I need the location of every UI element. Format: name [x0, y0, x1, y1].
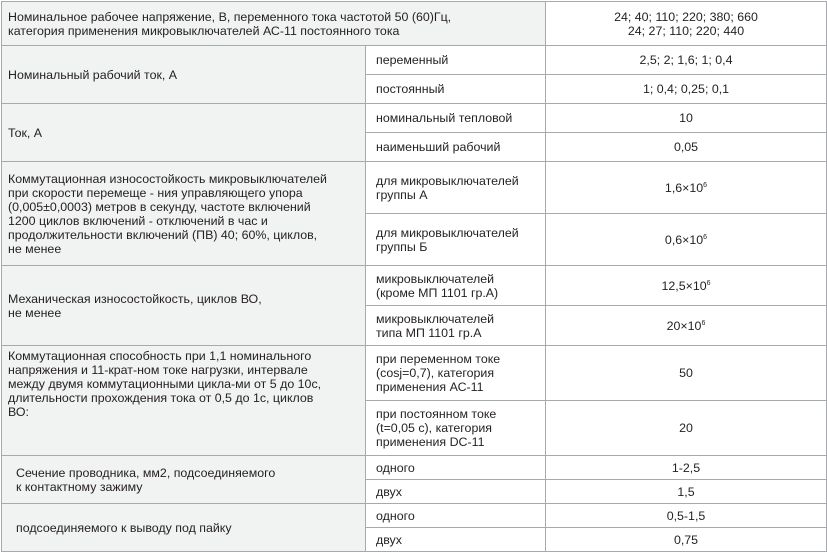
- row-sublabel: постоянный: [366, 75, 546, 104]
- row-sublabel: номинальный тепловой: [366, 104, 546, 133]
- row-value: 1-2,5: [546, 456, 827, 480]
- row-value: 1; 0,4; 0,25; 0,1: [546, 75, 827, 104]
- voltage-label: Номинальное рабочее напряжение, В, переменного тока частотой 50 (60)Гц, категория применения микровыключателей АС-11 постоянного тока: [2, 2, 546, 46]
- value-mantissa: 20×10: [666, 319, 702, 334]
- value-exponent: 6: [701, 320, 706, 328]
- mechanical-wear-label: Механическая износостойкость, циклов ВО, не менее: [2, 266, 366, 346]
- row-value: 0,75: [546, 528, 827, 552]
- row-sublabel: двух: [366, 528, 546, 552]
- table-row: [2, 346, 827, 401]
- row-value: [546, 266, 827, 306]
- rated-current-label: Номинальный рабочий ток, А: [2, 46, 366, 104]
- row-sublabel: одного: [366, 504, 546, 528]
- row-sublabel: микровыключателей (кроме МП 1101 гр.А): [366, 266, 546, 306]
- table-row: [2, 504, 827, 528]
- row-sublabel: при постоянном токе (t=0,05 с), категория применения DC-11: [366, 401, 546, 456]
- table-row: [2, 162, 827, 214]
- row-sublabel: для микровыключателей группы А: [366, 162, 546, 214]
- current-label: Ток, А: [2, 104, 366, 162]
- row-value: [546, 162, 827, 214]
- table-row: [2, 46, 827, 75]
- value-exponent: 6: [703, 234, 708, 242]
- row-sublabel: одного: [366, 456, 546, 480]
- table-row: [2, 104, 827, 133]
- row-value: 1,5: [546, 480, 827, 504]
- row-value: [546, 214, 827, 266]
- table-row: [2, 456, 827, 480]
- cross-section-solder-label: подсоединяемого к выводу под пайку: [2, 504, 366, 552]
- row-value: 20: [546, 401, 827, 456]
- switching-capacity-label: Коммутационная способность при 1,1 номинального напряжения и 11-крат-ном токе нагрузки, интервале между двумя коммутационными цикла-ми от 5 до 10с, длительности прохождения тока от 0,5 до 1с, циклов ВО:: [2, 346, 366, 456]
- row-sublabel: при переменном токе (cosj=0,7), категория применения АС-11: [366, 346, 546, 401]
- row-sublabel: для микровыключателей группы Б: [366, 214, 546, 266]
- row-sublabel: микровыключателей типа МП 1101 гр.А: [366, 306, 546, 346]
- value-mantissa: 0,6×10: [664, 233, 704, 248]
- row-value: 2,5; 2; 1,6; 1; 0,4: [546, 46, 827, 75]
- voltage-row: [2, 2, 827, 46]
- row-sublabel: наименьший рабочий: [366, 133, 546, 162]
- value-mantissa: 12,5×10: [661, 279, 707, 294]
- row-value: 0,05: [546, 133, 827, 162]
- row-value: 50: [546, 346, 827, 401]
- row-value: [546, 306, 827, 346]
- voltage-value: 24; 40; 110; 220; 380; 660 24; 27; 110; 220; 440: [546, 2, 827, 46]
- cross-section-clamp-label: Сечение проводника, мм2, подсоединяемого к контактному зажиму: [2, 456, 366, 504]
- table-row: [2, 266, 827, 306]
- value-exponent: 6: [703, 182, 708, 190]
- value-mantissa: 1,6×10: [664, 181, 704, 196]
- row-value: 0,5-1,5: [546, 504, 827, 528]
- row-sublabel: переменный: [366, 46, 546, 75]
- row-value: 10: [546, 104, 827, 133]
- row-sublabel: двух: [366, 480, 546, 504]
- specifications-table: [1, 1, 827, 552]
- switching-wear-label: Коммутационная износостойкость микровыключателей при скорости перемеще - ния управляющего упора (0,005±0,0003) метров в секунду, частоте включений 1200 циклов включений - отключений в час и продолжительности включений (ПВ) 40; 60%, циклов, не менее: [2, 162, 366, 266]
- value-exponent: 6: [706, 280, 711, 288]
